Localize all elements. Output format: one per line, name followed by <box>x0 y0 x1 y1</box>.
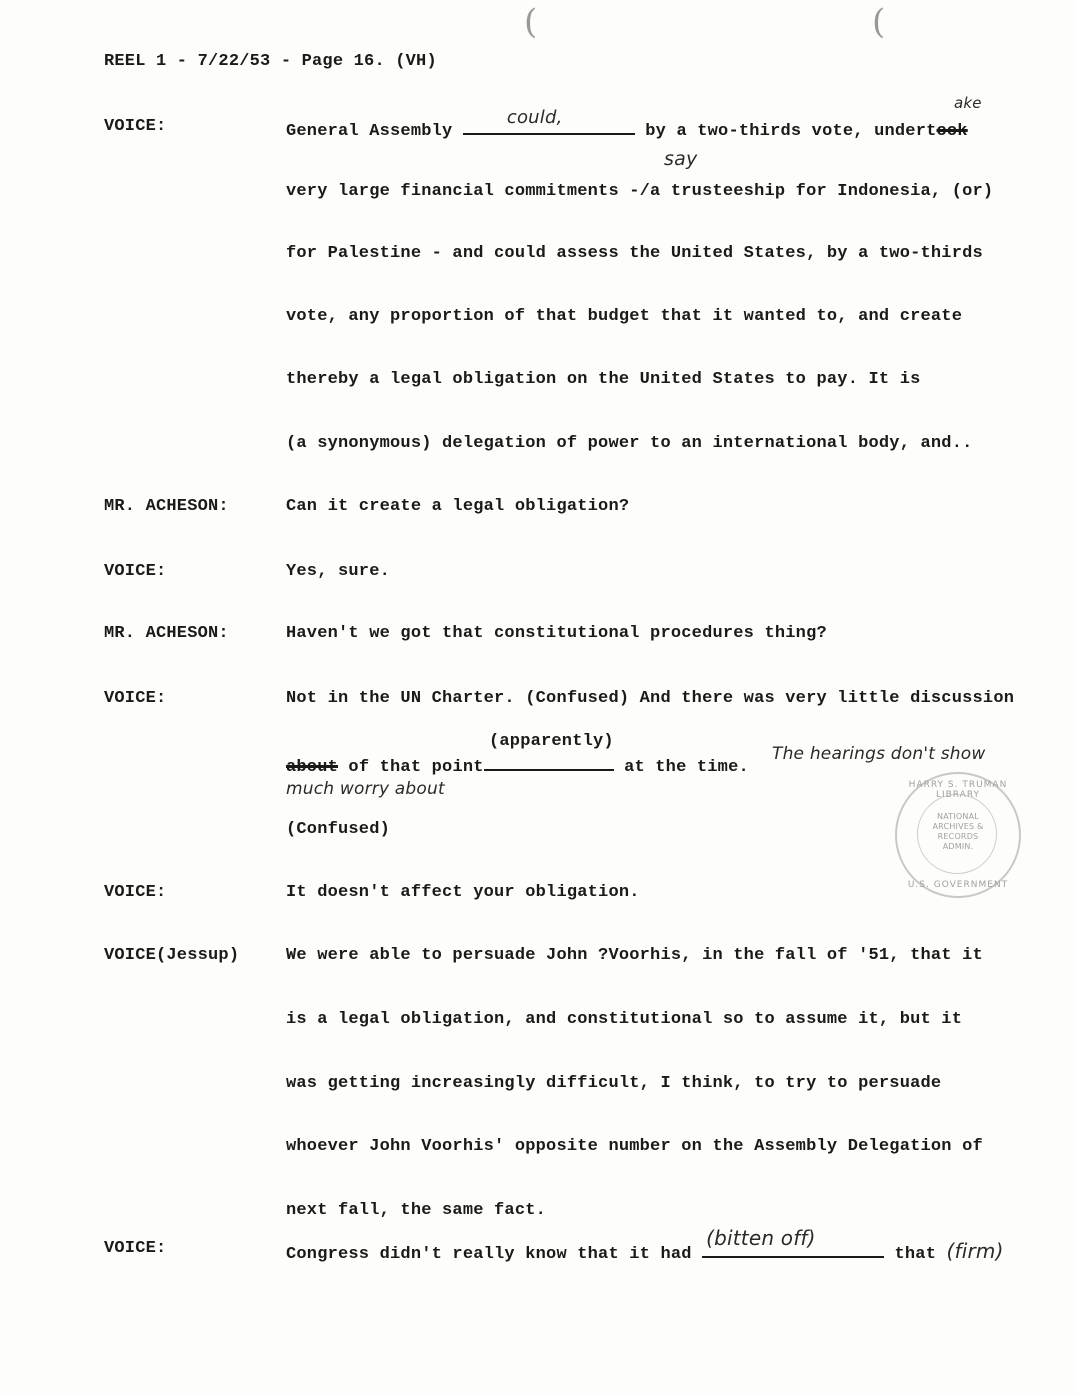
speaker-label: VOICE: <box>104 117 167 136</box>
page-header: REEL 1 - 7/22/53 - Page 16. (VH) <box>104 52 437 71</box>
speaker-label: VOICE: <box>104 562 167 581</box>
speaker-label: VOICE: <box>104 689 167 708</box>
struck-text: about <box>286 758 339 777</box>
blank-line <box>702 1226 884 1258</box>
transcript-line: Haven't we got that constitutional procedures thing? <box>286 624 827 643</box>
handwritten-insert: say <box>664 148 698 170</box>
transcript-line: vote, any proportion of that budget that it wanted to, and create <box>286 307 963 326</box>
transcript-line: about of that point at the time. <box>286 753 749 777</box>
handwritten-insert: (bitten off) <box>706 1226 816 1250</box>
handwritten-note: much worry about <box>286 779 445 799</box>
handwritten-insert: could, <box>506 107 563 128</box>
speaker-label: MR. ACHESON: <box>104 497 229 516</box>
transcript-line: It doesn't affect your obligation. <box>286 883 640 902</box>
struck-text: ook <box>936 122 968 141</box>
transcript-line: for Palestine - and could assess the United States, by a two-thirds <box>286 244 983 263</box>
handwritten-correction: ake <box>954 94 982 112</box>
transcript-line: Can it create a legal obligation? <box>286 497 630 516</box>
transcript-line: whoever John Voorhis' opposite number on the Assembly Delegation of <box>286 1137 983 1156</box>
transcript-line: Yes, sure. <box>286 562 391 581</box>
blank-line <box>463 107 635 135</box>
transcript-line: We were able to persuade John ?Voorhis, in the fall of '51, that it <box>286 946 983 965</box>
transcript-line: next fall, the same fact. <box>286 1201 547 1220</box>
scan-mark-right: ( <box>872 2 886 42</box>
archive-stamp: HARRY S. TRUMAN LIBRARY NATIONAL ARCHIVES & RECORDS ADMIN. U.S. GOVERNMENT <box>895 772 1021 898</box>
transcript-line: thereby a legal obligation on the United States to pay. It is <box>286 370 921 389</box>
transcript-line: very large financial commitments -/a trusteeship for Indonesia, (or) <box>286 182 994 201</box>
handwritten-note: (firm) <box>946 1239 1004 1263</box>
transcript-line: is a legal obligation, and constitutional so to assume it, but it <box>286 1010 963 1029</box>
transcript-line: General Assembly could, by a two-thirds vote, undertook <box>286 107 968 141</box>
speaker-label: VOICE: <box>104 1239 167 1258</box>
transcript-line: (a synonymous) delegation of power to an international body, and.. <box>286 434 973 453</box>
speaker-label: MR. ACHESON: <box>104 624 229 643</box>
transcript-line: was getting increasingly difficult, I think, to try to persuade <box>286 1074 942 1093</box>
transcript-line: Congress didn't really know that it had (bitten off) that (firm) <box>286 1226 1004 1264</box>
transcript-line: Not in the UN Charter. (Confused) And there was very little discussion <box>286 689 1015 708</box>
speaker-label: VOICE: <box>104 883 167 902</box>
speaker-label: VOICE(Jessup) <box>104 946 240 965</box>
typed-insert: (apparently) <box>489 732 614 751</box>
handwritten-note: The hearings don't show <box>772 744 986 764</box>
blank-line <box>484 753 614 771</box>
transcript-line: (Confused) <box>286 820 391 839</box>
scan-mark-left: ( <box>524 2 538 42</box>
